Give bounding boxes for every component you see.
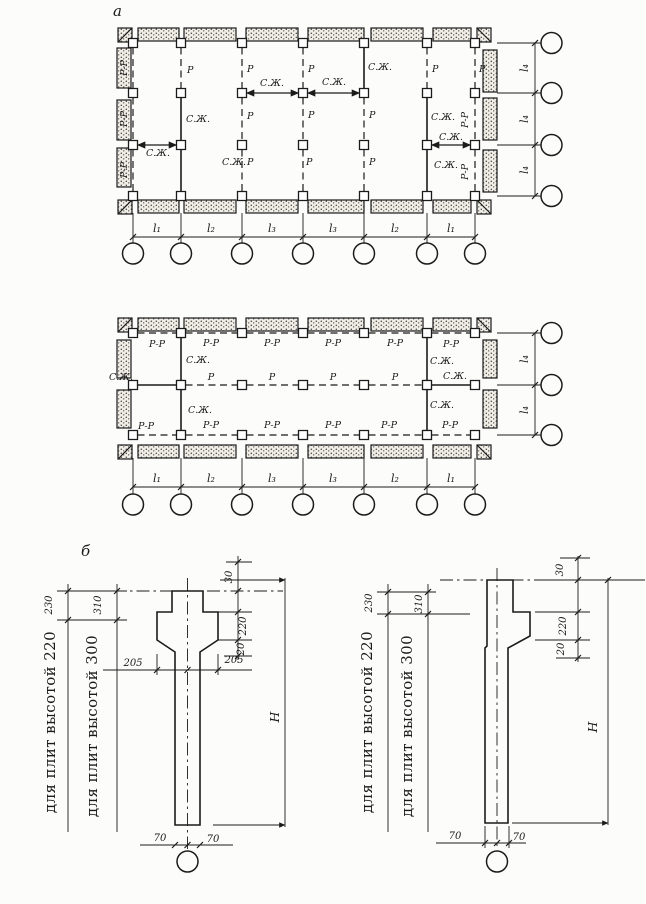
axis-circle: [541, 186, 562, 207]
joint-label: Р: [308, 110, 315, 121]
joint-label: Р-Р: [203, 420, 219, 431]
joint-label: С.Ж.: [430, 400, 454, 411]
right-dim-chain: [535, 555, 590, 662]
dim-70: 70: [512, 832, 526, 843]
span-dim: l₂: [391, 472, 399, 485]
span-dim: l₄: [518, 406, 531, 414]
column-outline: [485, 580, 530, 823]
right-dim-chain: [218, 556, 252, 660]
plan2-bottom-axes: [123, 458, 486, 515]
joint-label: С.Ж.: [260, 78, 284, 89]
joint-label: Р: [268, 372, 276, 383]
section-label-a: а: [113, 2, 122, 20]
caption-slabs-300: для плит высотой 300: [83, 634, 101, 818]
dim-20: 20: [236, 642, 247, 656]
joint-label: Р: [329, 372, 337, 383]
column-detail-single-bracket: [358, 555, 645, 872]
plan-transverse-girders: [117, 28, 562, 264]
caption-slabs-220: для плит высотой 220: [358, 630, 376, 814]
axis-circle: [541, 323, 562, 344]
span-dim: l₁: [447, 472, 455, 485]
column-detail-double-bracket: [41, 556, 285, 872]
joint-label: Р-Р: [203, 338, 219, 349]
joint-label: С.Ж.: [222, 157, 246, 168]
dim-height: Н: [585, 721, 600, 733]
joint-label: Р: [308, 64, 315, 75]
slab-panels-bottom: [118, 445, 491, 459]
span-dim: l₁: [153, 472, 161, 485]
joint-label: С.Ж.: [431, 112, 455, 123]
axis-circle: [354, 494, 375, 515]
joint-label: С.Ж.: [322, 77, 346, 88]
axis-circle: [487, 851, 508, 872]
joint-label: Р-Р: [442, 420, 458, 431]
section-label-b: б: [81, 542, 91, 560]
foot-width-dim: [436, 826, 526, 848]
joint-label: Р: [247, 111, 254, 122]
joint-label: С.Ж.: [186, 114, 210, 125]
span-dim: l₁: [153, 222, 161, 235]
caption-slabs-220: для плит высотой 220: [41, 630, 59, 814]
joint-label: Р-Р: [119, 60, 130, 76]
joint-label: Р: [391, 372, 399, 383]
joint-label: Р-Р: [325, 420, 341, 431]
span-dim: l₄: [518, 115, 531, 123]
axis-circle: [177, 851, 198, 872]
joint-label: Р: [432, 64, 439, 75]
dim-230: 230: [44, 595, 55, 615]
dim-310: 310: [414, 594, 425, 614]
joint-label: С.Ж.: [188, 405, 212, 416]
left-dim-lines: [358, 584, 470, 832]
plan-longitudinal-girders: [109, 318, 562, 515]
dim-310: 310: [93, 595, 104, 615]
axis-circle: [232, 494, 253, 515]
dim-30: 30: [555, 563, 566, 577]
joint-label: Р-Р: [387, 338, 403, 349]
dim-height: Н: [267, 711, 282, 723]
joint-label: Р-Р: [460, 112, 471, 128]
joint-label: Р-Р: [119, 111, 130, 127]
axis-circle: [541, 83, 562, 104]
axis-circle: [417, 494, 438, 515]
span-dim: l₁: [447, 222, 455, 235]
axis-circle: [123, 243, 144, 264]
dim-70: 70: [206, 834, 220, 845]
joint-label: С.Ж.: [439, 132, 463, 143]
bracket-width-dim: [103, 654, 252, 675]
dim-30: 30: [224, 570, 235, 584]
joint-label: С.Ж.: [146, 148, 170, 159]
joint-label: Р-Р: [443, 339, 459, 350]
joint-label: Р: [247, 157, 254, 168]
joint-label: Р: [369, 157, 376, 168]
joint-label: Р: [247, 64, 254, 75]
joint-label: С.Ж.: [368, 62, 392, 73]
dim-70: 70: [448, 831, 462, 842]
span-dim: l₂: [391, 222, 399, 235]
span-dim: l₂: [207, 472, 215, 485]
axis-circle: [123, 494, 144, 515]
axis-circle: [171, 243, 192, 264]
axis-circle: [541, 425, 562, 446]
joint-label: С.Ж.: [109, 372, 133, 383]
axis-circle: [541, 135, 562, 156]
joint-label: Р: [187, 65, 194, 76]
slab-panels-bottom: [118, 200, 491, 214]
left-dim-lines: [41, 584, 127, 832]
joint-label: Р: [479, 64, 486, 75]
axis-circle: [171, 494, 192, 515]
foot-width-dim: [140, 833, 233, 848]
dim-20: 20: [556, 642, 567, 656]
joint-label: С.Ж.: [430, 356, 454, 367]
plan1-right-axes: [497, 33, 562, 207]
plan2-right-axes: [497, 323, 562, 446]
dim-205: 205: [123, 658, 143, 669]
joint-label: Р-Р: [264, 338, 280, 349]
joint-label: С.Ж.: [186, 355, 210, 366]
span-dim: l₄: [518, 166, 531, 174]
height-dim: [213, 578, 285, 827]
span-dim: l₃: [329, 222, 337, 235]
axis-circle: [541, 33, 562, 54]
span-dim: l₂: [207, 222, 215, 235]
span-dim: l₃: [268, 222, 276, 235]
axis-circle: [232, 243, 253, 264]
dim-220: 220: [238, 616, 249, 636]
joint-label: С.Ж.: [443, 371, 467, 382]
slab-panels-right: [483, 340, 497, 428]
axis-circle: [541, 375, 562, 396]
span-dim: l₃: [329, 472, 337, 485]
joint-label: Р-Р: [264, 420, 280, 431]
joint-label: Р: [207, 372, 215, 383]
axis-circle: [417, 243, 438, 264]
dim-230: 230: [364, 593, 375, 613]
height-dim: [512, 577, 645, 825]
joint-label: Р-Р: [460, 164, 471, 180]
dim-70: 70: [153, 833, 167, 844]
dim-205: 205: [224, 655, 244, 666]
joint-label: Р-Р: [325, 338, 341, 349]
joint-label: Р-Р: [149, 339, 165, 350]
span-dim: l₄: [518, 64, 531, 72]
joint-label: Р: [369, 110, 376, 121]
axis-circle: [293, 243, 314, 264]
span-dim: l₄: [518, 355, 531, 363]
caption-slabs-300: для плит высотой 300: [398, 634, 416, 818]
plan1-bottom-axes: [123, 213, 486, 264]
hinged-girder-links: [133, 48, 475, 192]
dim-220: 220: [558, 616, 569, 636]
joint-label: Р-Р: [138, 421, 154, 432]
axis-circle: [465, 243, 486, 264]
joint-label: С.Ж.: [434, 160, 458, 171]
axis-circle: [465, 494, 486, 515]
span-dim: l₃: [268, 472, 276, 485]
axis-circle: [354, 243, 375, 264]
joint-label: Р-Р: [119, 162, 130, 178]
axis-circle: [293, 494, 314, 515]
joint-label: Р-Р: [381, 420, 397, 431]
joint-label: Р: [306, 157, 313, 168]
